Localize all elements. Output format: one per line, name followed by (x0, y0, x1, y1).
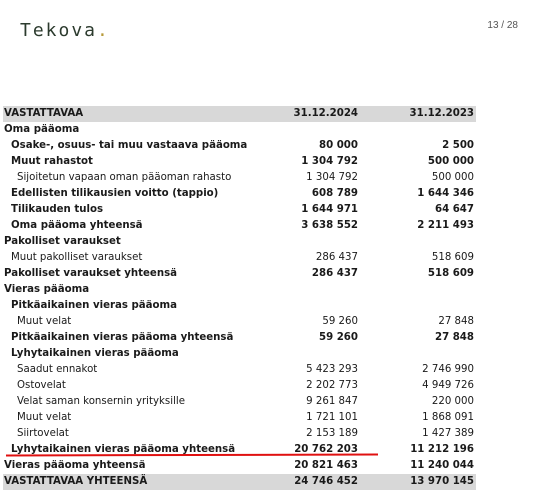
table-row (3, 378, 476, 394)
row-value-2024: 59 260 (322, 316, 358, 327)
row-value-2024: 2 153 189 (306, 428, 358, 439)
table-row (3, 362, 476, 378)
row-value-2024: 24 746 452 (294, 476, 358, 487)
row-label: Sijoitetun vapaan oman pääoman rahasto (17, 172, 232, 183)
table-row (3, 426, 476, 442)
row-value-2024: 59 260 (319, 332, 358, 343)
row-label: Pitkäaikainen vieras pääoma (11, 300, 178, 311)
table-row (3, 250, 476, 266)
row-value-2023: 1 868 091 (422, 412, 474, 423)
row-value-2023: 11 212 196 (410, 444, 474, 455)
table-row (3, 154, 476, 170)
row-label: Ostovelat (17, 380, 66, 391)
table-total-row (3, 474, 476, 490)
row-label: Lyhytaikainen vieras pääoma yhteensä (11, 444, 236, 455)
row-label: Saadut ennakot (17, 364, 98, 375)
row-value-2023: 27 848 (438, 316, 474, 327)
row-value-2024: 20 762 203 (294, 444, 358, 455)
row-label: Lyhytaikainen vieras pääoma (11, 348, 179, 359)
row-label: Oma pääoma (4, 124, 80, 135)
row-label: Vieras pääoma (4, 284, 90, 295)
row-value-2023: 500 000 (431, 172, 474, 183)
row-label: Osake-, osuus- tai muu vastaava pääoma (11, 140, 248, 151)
row-value-2023: 64 647 (435, 204, 474, 215)
row-value-2023: 11 240 044 (410, 460, 474, 471)
row-value-2024: 286 437 (311, 268, 358, 279)
row-label: Muut pakolliset varaukset (11, 252, 143, 263)
row-value-2023: 2 500 (442, 140, 474, 151)
tekova-logo (20, 20, 110, 41)
logo-dot: . (97, 20, 110, 41)
row-value-2023: 2 211 493 (417, 220, 474, 231)
row-label: Muut velat (17, 316, 72, 327)
table-row (3, 394, 476, 410)
header-year-2024: 31.12.2024 (293, 108, 358, 119)
table-row (3, 298, 476, 314)
row-label: Pakolliset varaukset (4, 236, 121, 247)
row-value-2023: 1 427 389 (422, 428, 474, 439)
row-value-2024: 608 789 (311, 188, 358, 199)
row-value-2024: 286 437 (315, 252, 358, 263)
row-value-2023: 518 609 (427, 268, 474, 279)
row-value-2023: 220 000 (431, 396, 474, 407)
row-label: Vieras pääoma yhteensä (4, 460, 146, 471)
row-label: Velat saman konsernin yrityksille (17, 396, 185, 407)
table-header-row (3, 106, 476, 122)
row-value-2023: 4 949 726 (422, 380, 474, 391)
table-row (3, 346, 476, 362)
table-row (3, 138, 476, 154)
row-value-2023: 27 848 (435, 332, 474, 343)
row-value-2024: 2 202 773 (306, 380, 358, 391)
row-value-2024: 9 261 847 (306, 396, 358, 407)
table-row (3, 330, 476, 346)
row-value-2023: 500 000 (427, 156, 474, 167)
row-value-2023: 1 644 346 (417, 188, 474, 199)
header-year-2023: 31.12.2023 (409, 108, 474, 119)
balance-sheet-liabilities-table (3, 106, 476, 490)
row-value-2023: 13 970 145 (410, 476, 474, 487)
row-value-2024: 3 638 552 (301, 220, 358, 231)
table-row (3, 122, 476, 138)
table-row (3, 202, 476, 218)
row-value-2024: 1 644 971 (301, 204, 358, 215)
table-row (3, 458, 476, 474)
row-label: Oma pääoma yhteensä (11, 220, 143, 231)
row-label: Siirtovelat (17, 428, 69, 439)
row-value-2024: 1 721 101 (306, 412, 358, 423)
row-value-2023: 2 746 990 (422, 364, 474, 375)
logo-text: Tekova (20, 20, 98, 41)
row-value-2024: 5 423 293 (306, 364, 358, 375)
row-label: Edellisten tilikausien voitto (tappio) (11, 188, 219, 199)
row-value-2024: 80 000 (319, 140, 358, 151)
row-label: Muut rahastot (11, 156, 93, 167)
table-row (3, 218, 476, 234)
table-row (3, 170, 476, 186)
table-row (3, 266, 476, 282)
row-label: Muut velat (17, 412, 72, 423)
row-label: Tilikauden tulos (11, 204, 104, 215)
row-label: Pitkäaikainen vieras pääoma yhteensä (11, 332, 234, 343)
row-value-2024: 1 304 792 (301, 156, 358, 167)
row-value-2024: 20 821 463 (294, 460, 358, 471)
table-row (3, 186, 476, 202)
row-value-2023: 518 609 (431, 252, 474, 263)
row-value-2024: 1 304 792 (306, 172, 358, 183)
header-title: VASTATTAVAA (4, 108, 84, 119)
table-row (3, 314, 476, 330)
row-label: Pakolliset varaukset yhteensä (4, 268, 178, 279)
table-row (3, 234, 476, 250)
row-label: VASTATTAVAA YHTEENSÄ (4, 476, 148, 487)
page-number: 13 / 28 (487, 20, 518, 31)
table-row (3, 410, 476, 426)
table-row (3, 282, 476, 298)
